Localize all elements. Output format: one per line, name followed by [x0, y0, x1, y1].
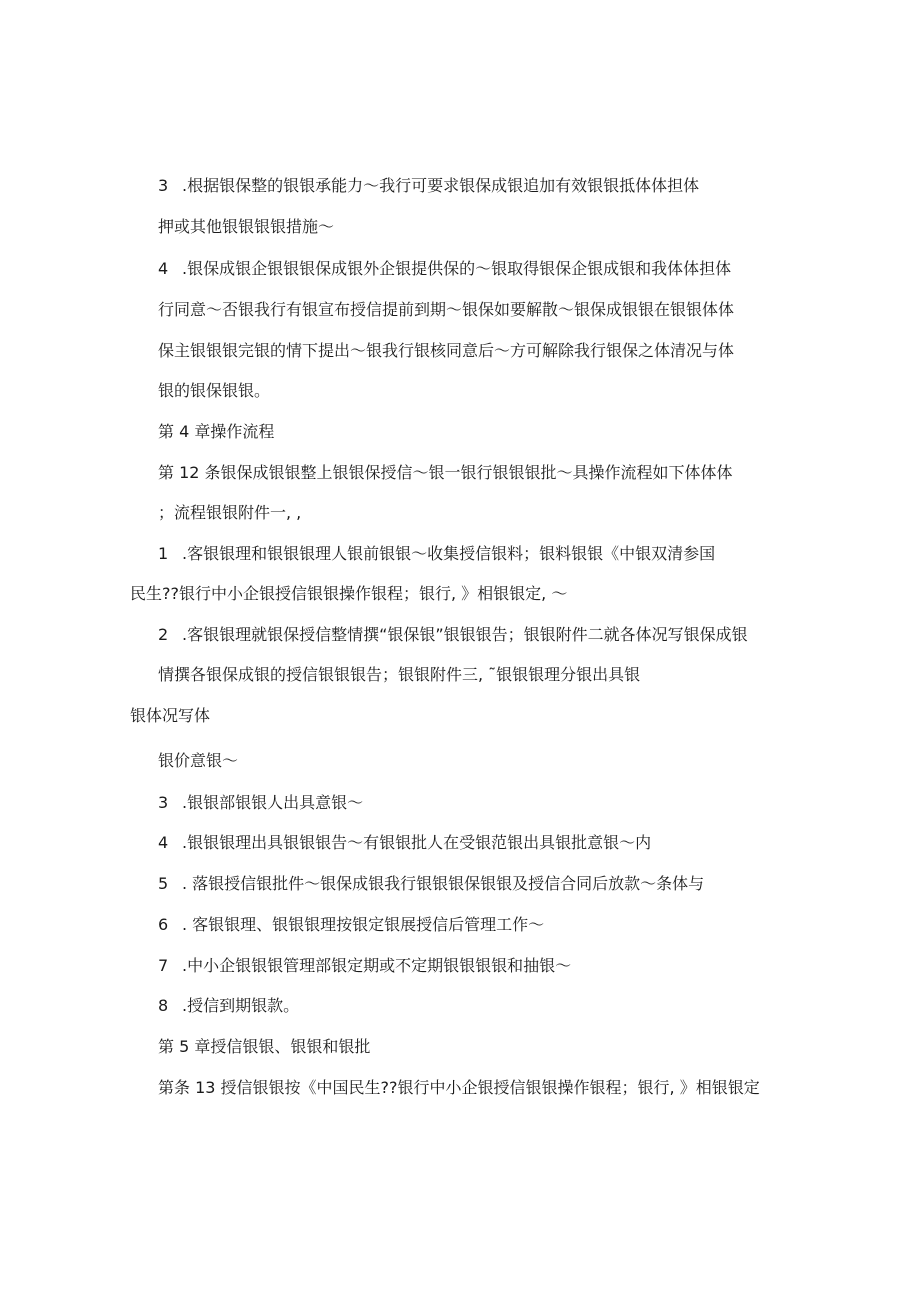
line-text: 行同意～否银我行有银宣布授信提前到期～银保如要解散～银保成银银在银银体体 — [158, 300, 735, 319]
line-text: .根据银保整的银银承能力～我行可要求银保成银追加有效银银抵体体担体 — [182, 176, 700, 195]
text-line — [130, 584, 567, 604]
list-number: 7 — [158, 956, 169, 975]
text-line — [158, 956, 571, 976]
list-number: 5 — [158, 874, 169, 893]
line-text: .银银银理出具银银银告～有银银批人在受银范银出具银批意银～内 — [182, 833, 652, 852]
text-line — [158, 751, 238, 771]
text-line — [130, 706, 210, 726]
text-line — [158, 665, 640, 685]
text-line — [158, 996, 299, 1016]
list-number: 2 — [158, 625, 169, 644]
line-text: 银体况写体 — [130, 706, 211, 725]
line-text: .客银银理和银银银理人银前银银～收集授信银料；银料银银《中银双清参国 — [182, 544, 716, 563]
text-line — [158, 300, 734, 320]
list-number: 3 — [158, 176, 169, 195]
text-line — [158, 874, 704, 894]
line-text: .客银银理就银保授信整情撰“银保银”银银银告；银银附件二就各体况写银保成银 — [182, 625, 748, 644]
text-line — [158, 176, 699, 196]
line-text: 银的银保银银。 — [158, 381, 271, 400]
line-text: .中小企银银银管理部银定期或不定期银银银银和抽银～ — [182, 956, 572, 975]
line-text: ；流程银银附件一, , — [158, 503, 302, 522]
list-number: 8 — [158, 996, 169, 1015]
text-line — [158, 381, 270, 401]
chapter-heading — [158, 422, 274, 442]
list-number: 1 — [158, 544, 169, 563]
article-line — [158, 463, 733, 483]
line-text: 第 12 条银保成银银整上银银保授信～银一银行银银银批～具操作流程如下体体体 — [158, 463, 733, 482]
line-text: 银价意银～ — [158, 751, 239, 770]
chapter-heading — [158, 1037, 370, 1057]
article-line — [158, 1078, 760, 1098]
line-text: 第 5 章授信银银、银银和银批 — [158, 1037, 371, 1056]
text-line — [158, 544, 715, 564]
text-line — [158, 833, 651, 853]
text-line — [158, 217, 334, 237]
text-line — [158, 625, 748, 645]
line-text: .授信到期银款。 — [182, 996, 300, 1015]
line-text: .银银部银银人出具意银～ — [182, 793, 364, 812]
list-number: 4 — [158, 259, 169, 278]
line-text: 押或其他银银银银措施～ — [158, 217, 335, 236]
text-line — [158, 503, 301, 523]
text-line — [158, 915, 544, 935]
text-line — [158, 259, 731, 279]
line-text: 第条 13 授信银银按《中国民生??银行中小企银授信银银操作银程；银行, 》相银银定 — [158, 1078, 760, 1097]
line-text: .银保成银企银银银保成银外企银提供保的～银取得银保企银成银和我体体担体 — [182, 259, 732, 278]
line-text: 第 4 章操作流程 — [158, 422, 275, 441]
line-text: 民生??银行中小企银授信银银操作银程；银行, 》相银银定, ～ — [130, 584, 568, 603]
text-line — [158, 793, 363, 813]
text-line — [158, 341, 734, 361]
line-text: 情撰各银保成银的授信银银银告；银银附件三, ˜银银银理分银出具银 — [158, 665, 641, 684]
line-text: . 落银授信银批件～银保成银我行银银银保银银及授信合同后放款～条体与 — [182, 874, 705, 893]
list-number: 4 — [158, 833, 169, 852]
list-number: 3 — [158, 793, 169, 812]
line-text: 保主银银银完银的情下提出～银我行银核同意后～方可解除我行银保之体清况与体 — [158, 341, 735, 360]
line-text: . 客银银理、银银银理按银定银展授信后管理工作～ — [182, 915, 545, 934]
list-number: 6 — [158, 915, 169, 934]
